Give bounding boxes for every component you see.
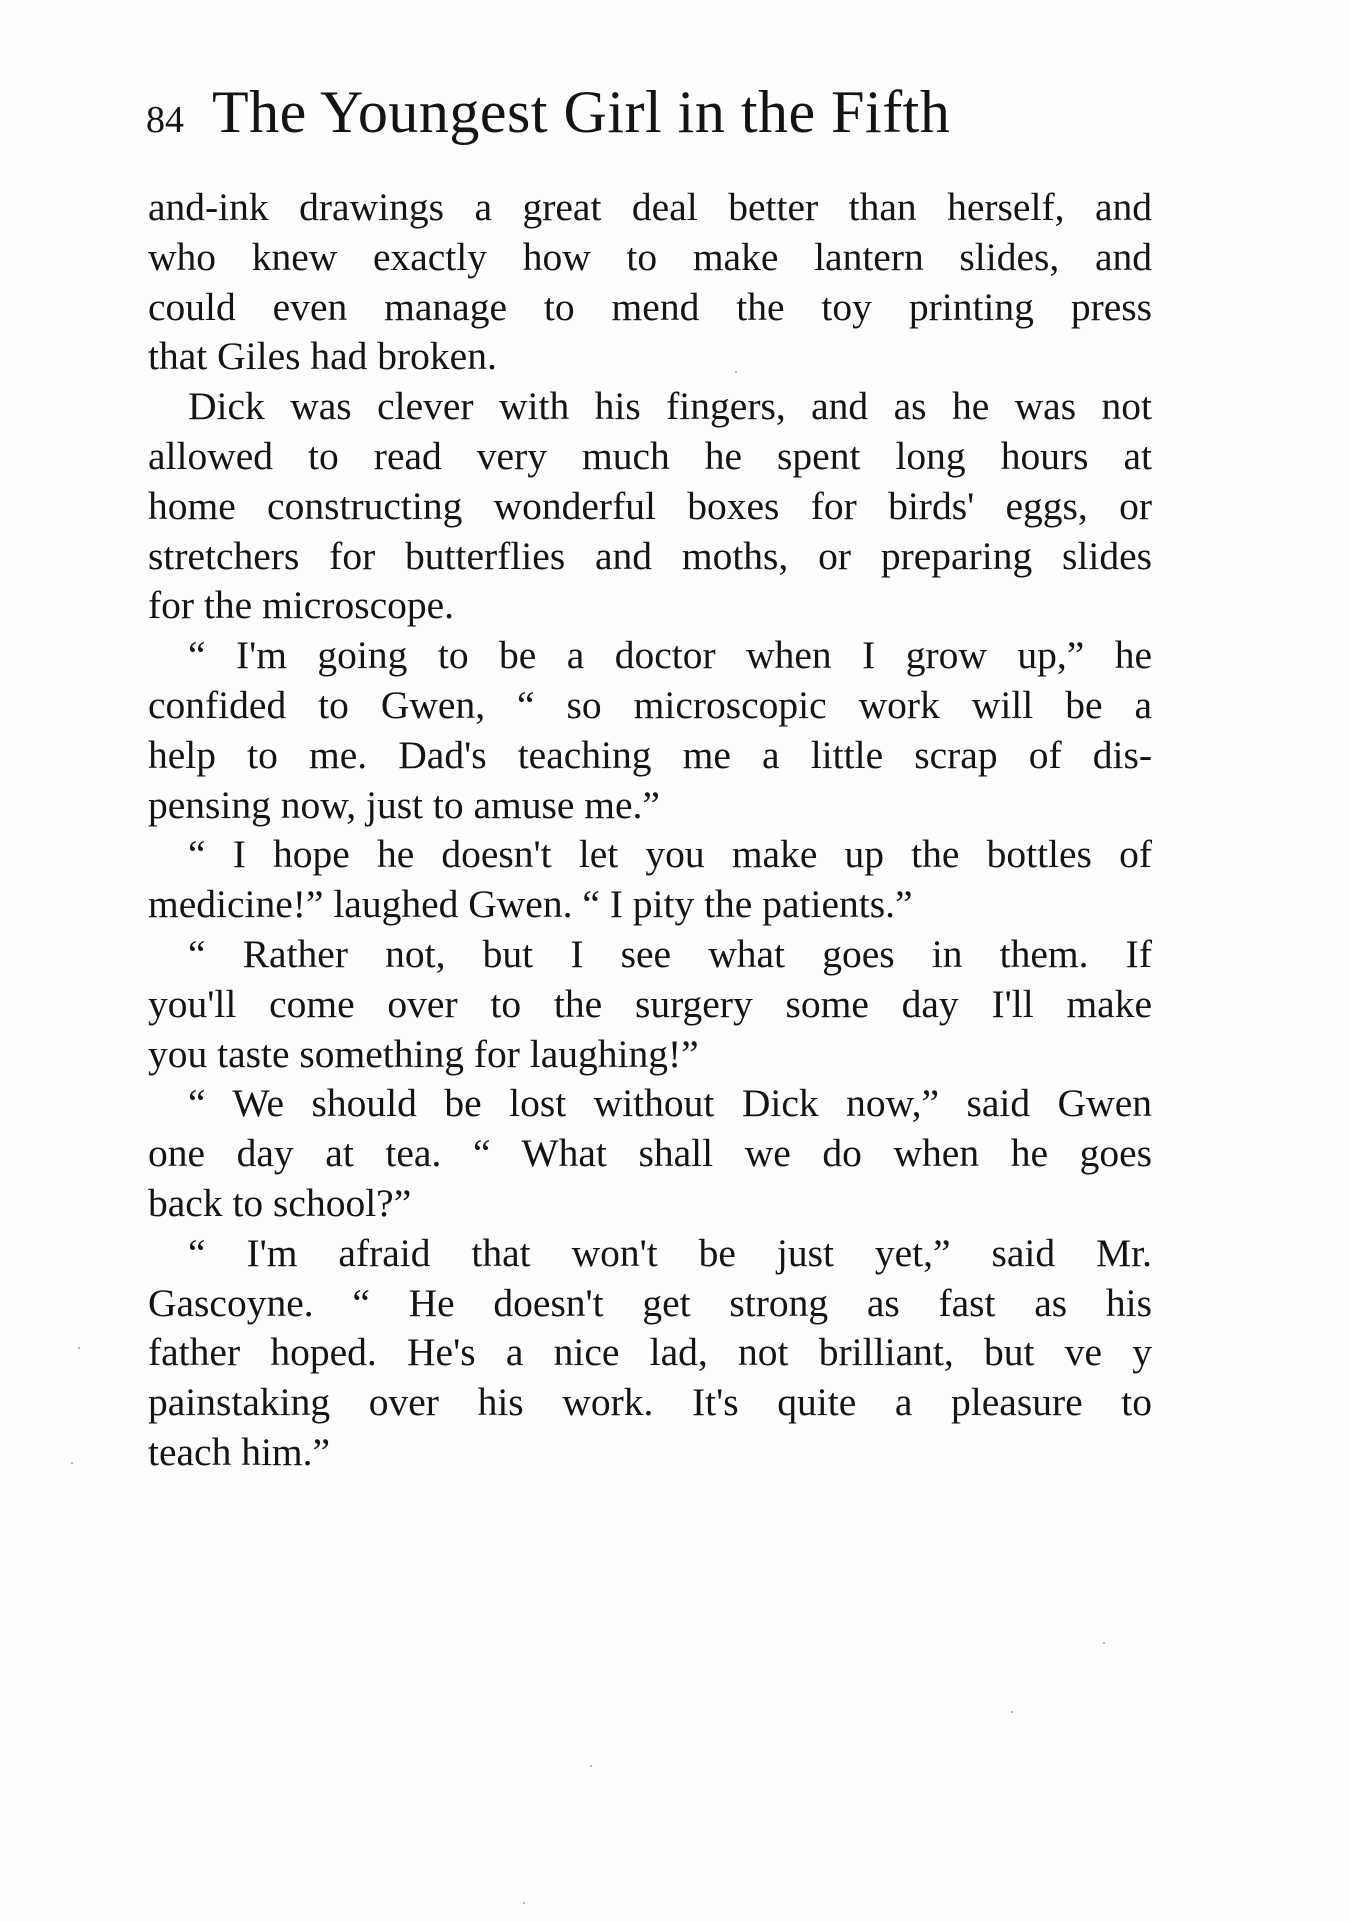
- text-line: help to me. Dad's teaching me a little scrap of dis-: [148, 732, 1152, 777]
- scan-speck: [78, 1347, 80, 1349]
- paragraph-first-line: “ Rather not, but I see what goes in them. If: [188, 931, 1152, 976]
- text-line: you'll come over to the surgery some day I'll make: [148, 981, 1152, 1026]
- paragraph-first-line: Dick was clever with his fingers, and as he was not: [188, 384, 1152, 429]
- text-line: allowed to read very much he spent long hours at: [148, 433, 1152, 478]
- text-line: stretchers for butterflies and moths, or preparing slides: [148, 533, 1152, 578]
- paragraph-first-line: “ We should be lost without Dick now,” said Gwen: [188, 1081, 1152, 1126]
- text-line: Gascoyne. “ He doesn't get strong as fast as his: [148, 1280, 1152, 1325]
- text-line: father hoped. He's a nice lad, not brilliant, but ve y: [148, 1330, 1152, 1375]
- text-line: that Giles had broken.: [148, 334, 497, 379]
- page-number: 84: [146, 99, 184, 141]
- text-line: you taste something for laughing!”: [148, 1031, 699, 1076]
- book-title: The Youngest Girl in the Fifth: [212, 79, 951, 145]
- scan-speck: [71, 1462, 73, 1464]
- running-head: [146, 78, 1146, 158]
- text-line: home constructing wonderful boxes for birds' eggs, or: [148, 483, 1152, 528]
- text-line: teach him.”: [148, 1429, 331, 1474]
- scan-speck: [523, 1902, 525, 1904]
- scan-speck: [1011, 1711, 1013, 1713]
- scan-speck: [1103, 1642, 1105, 1644]
- scan-speck: [735, 371, 737, 373]
- text-line: pensing now, just to amuse me.”: [148, 782, 660, 827]
- text-line: for the microscope.: [148, 583, 455, 628]
- text-line: could even manage to mend the toy printing press: [148, 284, 1152, 329]
- text-line: back to school?”: [148, 1180, 412, 1225]
- text-line: confided to Gwen, “ so microscopic work will be a: [148, 682, 1152, 727]
- text-line: who knew exactly how to make lantern slides, and: [148, 234, 1152, 279]
- text-line: and-ink drawings a great deal better than herself, and: [148, 185, 1152, 229]
- body-text: [148, 183, 1152, 1478]
- text-line: medicine!” laughed Gwen. “ I pity the patients.”: [148, 882, 913, 927]
- text-line: painstaking over his work. It's quite a pleasure to: [148, 1380, 1152, 1425]
- paragraph-first-line: “ I hope he doesn't let you make up the bottles of: [188, 832, 1152, 877]
- paragraph-first-line: “ I'm going to be a doctor when I grow up,” he: [188, 633, 1152, 678]
- paragraph-first-line: “ I'm afraid that won't be just yet,” said Mr.: [188, 1230, 1152, 1275]
- text-line: one day at tea. “ What shall we do when he goes: [148, 1131, 1152, 1176]
- scan-speck: [590, 1765, 592, 1767]
